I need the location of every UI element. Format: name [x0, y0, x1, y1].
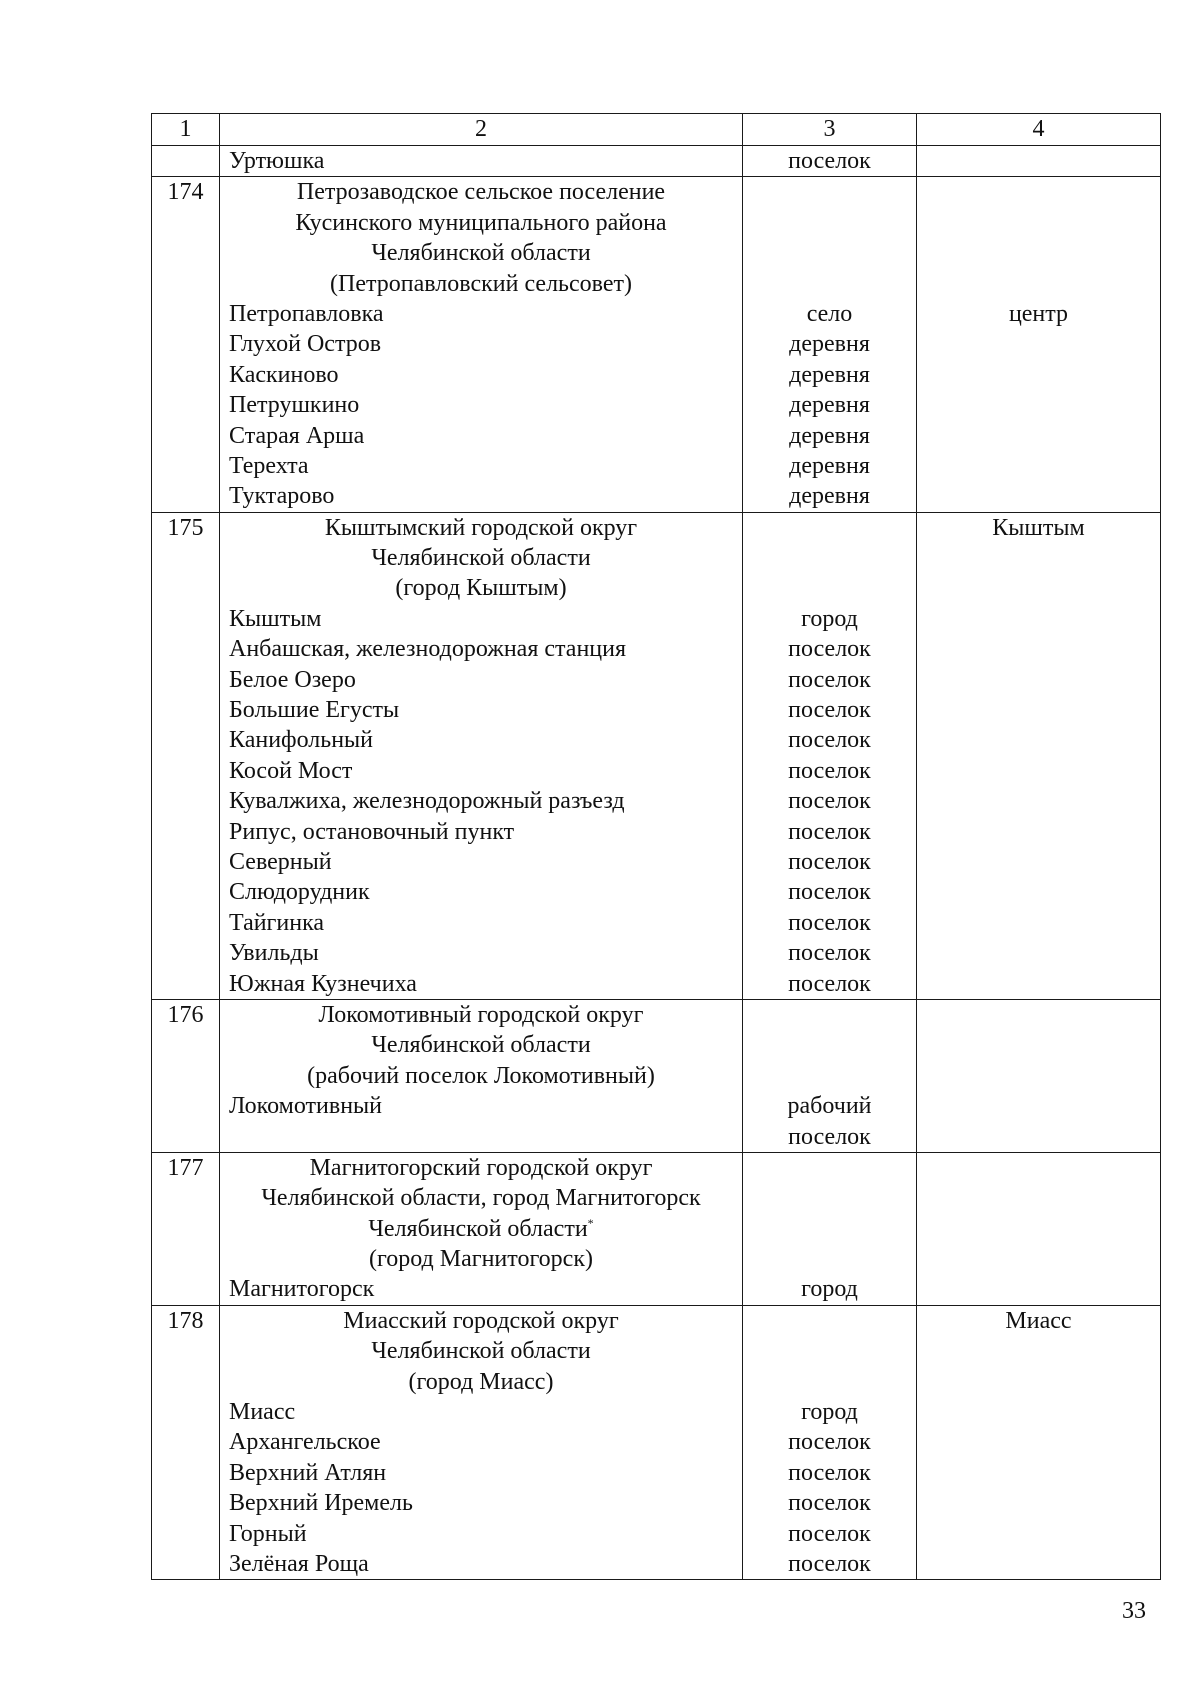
settlement-name: Кувалжиха, железнодорожный разъезд: [229, 788, 625, 815]
footnote-mark: *: [587, 1215, 594, 1230]
municipality-title-line: Кыштымский городской округ: [324, 514, 638, 541]
header-cell-2: 2: [220, 114, 743, 146]
settlement-name: Миасс: [229, 1399, 296, 1426]
header-row: [152, 114, 1161, 146]
header-cell-4: 4: [917, 114, 1161, 146]
municipality-title-line: Миасский городской округ: [343, 1307, 619, 1334]
settlement-type: поселок: [788, 636, 871, 663]
settlement-name: Большие Егусты: [229, 697, 400, 724]
settlement-type-cell: [743, 1305, 917, 1580]
blank-line: [917, 481, 1160, 511]
settlement-type: деревня: [789, 331, 870, 358]
blank-line: [917, 329, 1160, 359]
blank-line: [917, 786, 1160, 816]
blank-line: [743, 177, 916, 207]
row-number: 175: [167, 514, 204, 541]
settlement-name: Анбашская, железнодорожная станция: [229, 636, 627, 663]
blank-line: [917, 390, 1160, 420]
blank-line: [917, 146, 1160, 176]
blank-line: [917, 421, 1160, 451]
settlement-type-cell: [743, 146, 917, 177]
municipality-title-line: (город Кыштым): [395, 575, 567, 602]
blank-line: [917, 1458, 1160, 1488]
row-number-cell: [152, 1152, 220, 1305]
blank-line: [917, 1122, 1160, 1152]
settlement-note-cell: [917, 1305, 1161, 1580]
settlement-name: Каскиново: [229, 361, 339, 388]
blank-line: [743, 1183, 916, 1213]
row-number-cell: [152, 512, 220, 999]
settlement-name: Южная Кузнечиха: [229, 970, 417, 997]
blank-line: [917, 634, 1160, 664]
blank-line: [917, 1397, 1160, 1427]
settlement-name: Глухой Остров: [229, 331, 382, 358]
blank-line: [917, 451, 1160, 481]
settlement-name-cell: [220, 999, 743, 1152]
blank-line: [743, 573, 916, 603]
blank-line: [917, 1427, 1160, 1457]
settlement-type-cell: [743, 512, 917, 999]
municipality-title-line: Челябинской области: [371, 1338, 591, 1365]
row-number: 174: [167, 179, 204, 206]
blank-line: [743, 1214, 916, 1244]
settlement-name: Старая Арша: [229, 422, 365, 449]
municipality-title-line: Петрозаводское сельское поселение: [296, 179, 666, 206]
settlement-type: город: [801, 605, 858, 632]
settlement-type: поселок: [788, 970, 871, 997]
municipality-title-line: Челябинской области: [371, 1032, 591, 1059]
settlement-name: Зелёная Роща: [229, 1550, 369, 1577]
center-name: Кыштым: [992, 514, 1085, 541]
settlement-name: Верхний Иремель: [229, 1490, 413, 1517]
settlement-note-cell: [917, 1152, 1161, 1305]
municipality-title-line: Челябинской области, город Магнитогорск: [261, 1185, 701, 1212]
blank-line: [917, 1091, 1160, 1121]
blank-line: [917, 725, 1160, 755]
blank-line: [917, 665, 1160, 695]
blank-line: [917, 269, 1160, 299]
blank-line: [743, 1244, 916, 1274]
blank-line: [743, 1000, 916, 1030]
municipality-title-line: (город Магнитогорск): [368, 1246, 593, 1273]
blank-line: [917, 1030, 1160, 1060]
blank-line: [917, 1519, 1160, 1549]
settlement-type: поселок: [788, 727, 871, 754]
settlement-type: поселок: [788, 848, 871, 875]
settlement-name: Верхний Атлян: [229, 1459, 387, 1486]
settlement-name: Кыштым: [229, 605, 322, 632]
row-number: 177: [167, 1154, 204, 1181]
municipality-title-line: Локомотивный городской округ: [318, 1001, 644, 1028]
municipality-title-line: Челябинской области: [371, 240, 591, 267]
settlement-name: Белое Озеро: [229, 666, 356, 693]
blank-line: [917, 1183, 1160, 1213]
blank-line: [917, 1549, 1160, 1579]
settlement-type-cell: [743, 1152, 917, 1305]
table-row: [152, 1305, 1161, 1580]
settlement-note: центр: [1008, 300, 1069, 327]
settlement-name-cell: [220, 1305, 743, 1580]
header-cell-3: 3: [743, 114, 917, 146]
settlement-type: село: [806, 300, 853, 327]
blank-line: [917, 1244, 1160, 1274]
blank-line: [743, 1153, 916, 1183]
municipality-title-line: (город Миасс): [408, 1368, 554, 1395]
blank-line: [917, 969, 1160, 999]
row-number-cell: [152, 177, 220, 512]
table-row: [152, 999, 1161, 1152]
blank-line: [743, 208, 916, 238]
settlement-type: деревня: [789, 422, 870, 449]
settlement-name: Магнитогорск: [229, 1276, 375, 1303]
settlement-name: Архангельское: [229, 1429, 381, 1456]
settlement-name: Горный: [229, 1520, 307, 1547]
settlements-table: [151, 113, 1161, 1580]
settlement-name-cell: [220, 146, 743, 177]
settlement-name-cell: [220, 1152, 743, 1305]
blank-line: [917, 543, 1160, 573]
settlement-type: поселок: [788, 1490, 871, 1517]
blank-line: [743, 1336, 916, 1366]
blank-line: [917, 604, 1160, 634]
settlement-type: деревня: [789, 452, 870, 479]
blank-line: [220, 1122, 742, 1152]
settlement-type: поселок: [788, 666, 871, 693]
blank-line: [743, 238, 916, 268]
settlement-name: Канифольный: [229, 727, 373, 754]
table-row: [152, 1152, 1161, 1305]
settlement-type-continued: поселок: [788, 1123, 871, 1150]
settlement-type: поселок: [788, 148, 871, 174]
blank-line: [917, 1061, 1160, 1091]
blank-line: [917, 938, 1160, 968]
settlement-type: поселок: [788, 1459, 871, 1486]
settlement-name: Уртюшка: [229, 148, 325, 174]
blank-line: [917, 695, 1160, 725]
settlement-name: Рипус, остановочный пункт: [229, 818, 515, 845]
settlement-name: Увильды: [229, 940, 319, 967]
settlement-type: поселок: [788, 1550, 871, 1577]
blank-line: [743, 1306, 916, 1336]
blank-line: [743, 1061, 916, 1091]
blank-line: [917, 1367, 1160, 1397]
table-row: [152, 512, 1161, 999]
settlement-type: деревня: [789, 361, 870, 388]
center-name: Миасс: [1005, 1307, 1072, 1334]
municipality-title-line: (рабочий поселок Локомотивный): [307, 1062, 655, 1089]
municipality-title-line: Челябинской области: [371, 545, 591, 572]
municipality-title-line: Челябинской области*: [368, 1215, 594, 1242]
settlement-name: Северный: [229, 848, 332, 875]
blank-line: [917, 238, 1160, 268]
blank-line: [917, 360, 1160, 390]
settlement-name: Слюдорудник: [229, 879, 370, 906]
settlement-name: Локомотивный: [229, 1093, 383, 1120]
blank-line: [917, 1274, 1160, 1304]
settlement-type: поселок: [788, 940, 871, 967]
blank-line: [917, 908, 1160, 938]
blank-line: [743, 513, 916, 543]
header-cell-1: 1: [152, 114, 220, 146]
settlement-type: рабочий: [787, 1093, 872, 1120]
settlement-note-cell: [917, 999, 1161, 1152]
settlement-name-cell: [220, 177, 743, 512]
settlement-type: поселок: [788, 1429, 871, 1456]
table-body: [152, 114, 1161, 1580]
page-number: 33: [1122, 1598, 1146, 1624]
settlement-type: поселок: [788, 879, 871, 906]
settlement-type: поселок: [788, 909, 871, 936]
table-row: [152, 177, 1161, 512]
settlement-name: Косой Мост: [229, 757, 353, 784]
settlement-name: Туктарово: [229, 483, 335, 510]
blank-line: [917, 1336, 1160, 1366]
settlement-type: деревня: [789, 483, 870, 510]
blank-line: [743, 269, 916, 299]
blank-line: [743, 1030, 916, 1060]
settlement-type-cell: [743, 999, 917, 1152]
blank-line: [917, 208, 1160, 238]
blank-line: [917, 817, 1160, 847]
settlement-name: Петрушкино: [229, 392, 360, 419]
row-number-cell: [152, 146, 220, 177]
blank-line: [743, 543, 916, 573]
settlement-type: поселок: [788, 697, 871, 724]
settlement-type: поселок: [788, 818, 871, 845]
settlement-type-cell: [743, 177, 917, 512]
blank-line: [917, 756, 1160, 786]
blank-line: [743, 1367, 916, 1397]
blank-line: [917, 177, 1160, 207]
settlement-name: Тайгинка: [229, 909, 325, 936]
settlement-name-cell: [220, 512, 743, 999]
settlement-type: поселок: [788, 788, 871, 815]
row-number-cell: [152, 999, 220, 1152]
settlement-type: поселок: [788, 757, 871, 784]
settlement-type: город: [801, 1399, 858, 1426]
blank-line: [917, 1000, 1160, 1030]
municipality-title-line: Кусинского муниципального района: [295, 209, 667, 236]
blank-line: [917, 573, 1160, 603]
settlement-note-cell: [917, 512, 1161, 999]
settlement-type: город: [801, 1276, 858, 1303]
municipality-title-line: (Петропавловский сельсовет): [330, 270, 632, 297]
settlement-type: поселок: [788, 1520, 871, 1547]
blank-line: [917, 1214, 1160, 1244]
row-number-cell: [152, 1305, 220, 1580]
row-number: 176: [167, 1001, 204, 1028]
settlement-name: Терехта: [229, 452, 309, 479]
blank-line: [917, 847, 1160, 877]
municipality-title-line: Магнитогорский городской округ: [309, 1154, 653, 1181]
row-number: 178: [167, 1307, 204, 1334]
settlement-note-cell: [917, 177, 1161, 512]
blank-line: [917, 1488, 1160, 1518]
blank-line: [917, 877, 1160, 907]
row-number: [152, 146, 219, 176]
settlement-type: деревня: [789, 392, 870, 419]
blank-line: [917, 1153, 1160, 1183]
table-row: [152, 146, 1161, 177]
settlement-note-cell: [917, 146, 1161, 177]
settlement-name: Петропавловка: [229, 300, 384, 327]
